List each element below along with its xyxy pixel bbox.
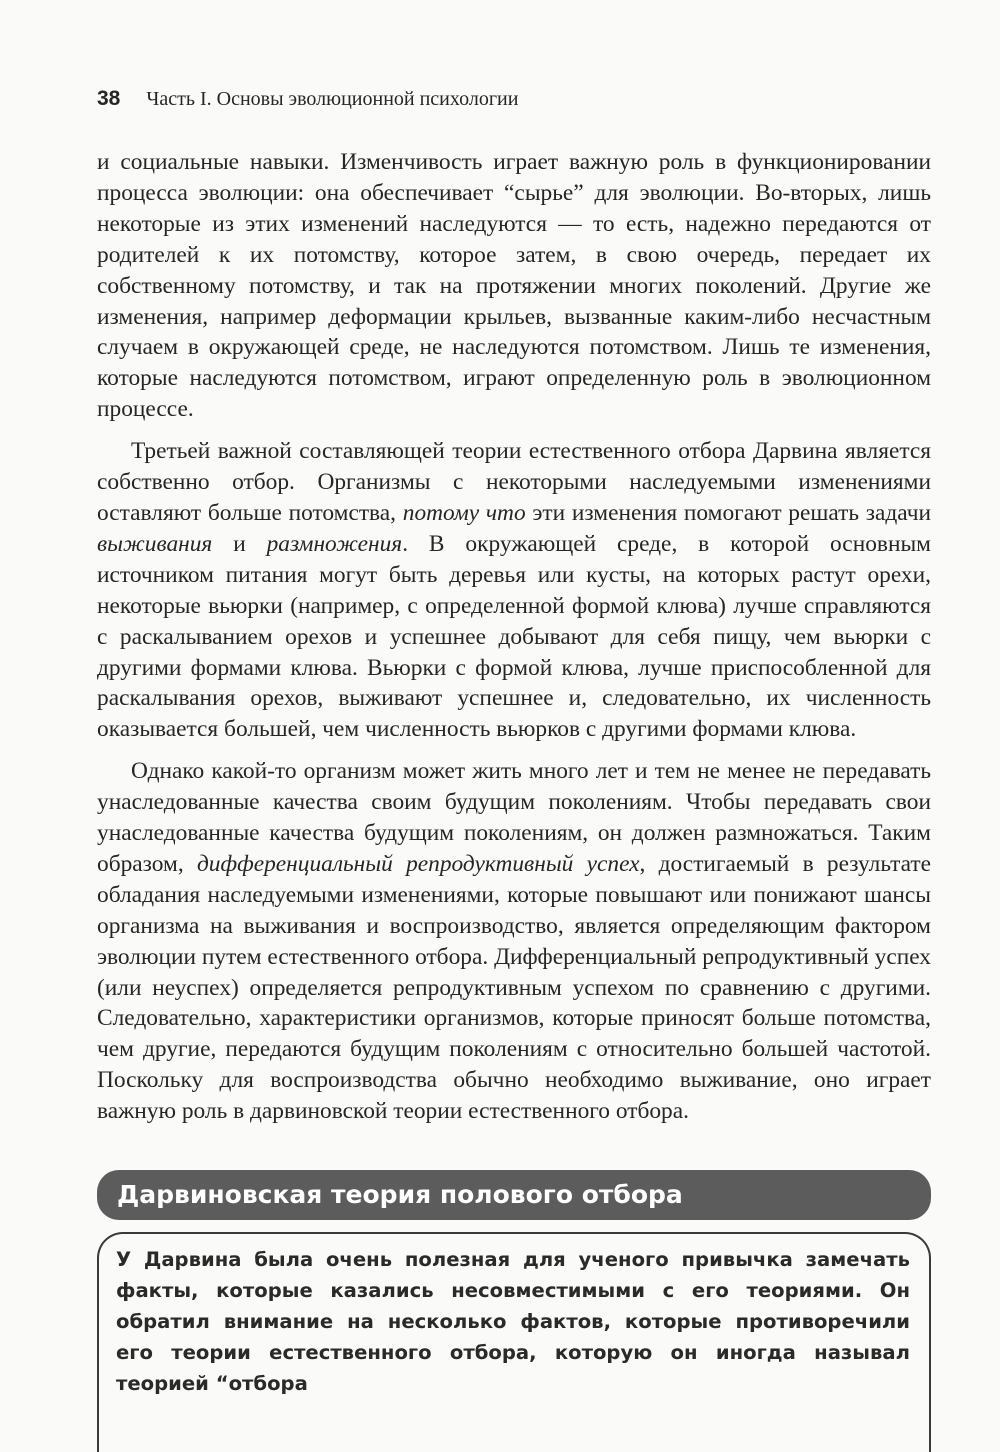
paragraph-2-text-a: Третьей важной составляющей теории естественного отбора Дарвина является собственно отбор. Организмы с некоторыми наследуемыми изменениями оставляют больше потомства, bbox=[97, 438, 931, 526]
page-number: 38 bbox=[97, 87, 121, 110]
paragraph-2-text-b: эти изменения помогают решать задачи bbox=[532, 499, 931, 526]
emphasis-differential-success: дифференциальный репродуктивный успех bbox=[196, 850, 640, 877]
body-text bbox=[97, 147, 931, 1138]
section-title: Дарвиновская теория полового отбора bbox=[117, 1180, 683, 1209]
paragraph-3-text-a: Однако какой-то организм может жить много лет и тем не менее не передавать унаследованные качества своим будущим поколениям. Чтобы передавать свои унаследованные качества будущим поколениям, он должен размножаться. Таким образом, bbox=[97, 758, 931, 877]
running-title: Часть I. Основы эволюционной психологии bbox=[146, 88, 519, 110]
paragraph-3-text-b: , достигаемый в результате обладания наследуемыми изменениями, которые повышают или понижают шансы организма на выживания и воспроизводство, является определяющим фактором эволюции путем естественного отбора. Дифференциальный репродуктивный успех (или неуспех) определяется репродуктивным успехом по сравнению с другими. Следовательно, характеристики организмов, которые приносят больше потомства, чем другие, передаются будущим поколениям с относительно большей частотой. Поскольку для воспроизводства обычно необходимо выживание, оно играет важную роль в дарвиновской теории естественного отбора. bbox=[97, 850, 931, 1125]
boxed-note-text: У Дарвина была очень полезная для ученого привычка замечать факты, которые казались несовместимыми с его теориями. Он обратил внимание на несколько фактов, которые противоречили его теории естественного отбора, которую он иногда называл теорией “отбора bbox=[116, 1248, 910, 1395]
paragraph-1-text: и социальные навыки. Изменчивость играет важную роль в функционировании процесса эволюции: она обеспечивает “сырье” для эволюции. Во-вторых, лишь некоторые из этих изменений наследуются — то есть, надежно передаются от родителей к их потомству, которое затем, в свою очередь, передает их собственному потомству, и так на протяжении многих поколений. Другие же изменения, например деформации крыльев, вызванные каким-либо несчастным случаем в окружающей среде, не наследуются потомством. Лишь те изменения, которые наследуются потомством, играют определенную роль в эволюционном процессе. bbox=[97, 149, 931, 423]
section-heading-bar bbox=[97, 1170, 931, 1220]
paragraph-3 bbox=[97, 756, 931, 1127]
running-head bbox=[97, 84, 937, 114]
paragraph-1 bbox=[97, 147, 931, 425]
paragraph-2-text-c: и bbox=[233, 530, 246, 557]
emphasis-razmnozheniya: размножения bbox=[266, 530, 403, 557]
emphasis-vyzhivaniya: выживания bbox=[97, 530, 213, 557]
paragraph-2 bbox=[97, 436, 931, 745]
emphasis-potomu-chto: потому что bbox=[402, 499, 526, 526]
paragraph-2-text-d: . В окружающей среде, в которой основным источником питания могут быть деревья или кусты, на которых растут орехи, некоторые вьюрки (например, с определенной формой клюва) лучше справляются с раскалыванием орехов и успешнее добывают для себя пищу, чем вьюрки с другими формами клюва. Вьюрки с формой клюва, лучше приспособленной для раскалывания орехов, выживают успешнее и, следовательно, их численность оказывается большей, чем численность вьюрков с другими формами клюва. bbox=[97, 530, 931, 743]
